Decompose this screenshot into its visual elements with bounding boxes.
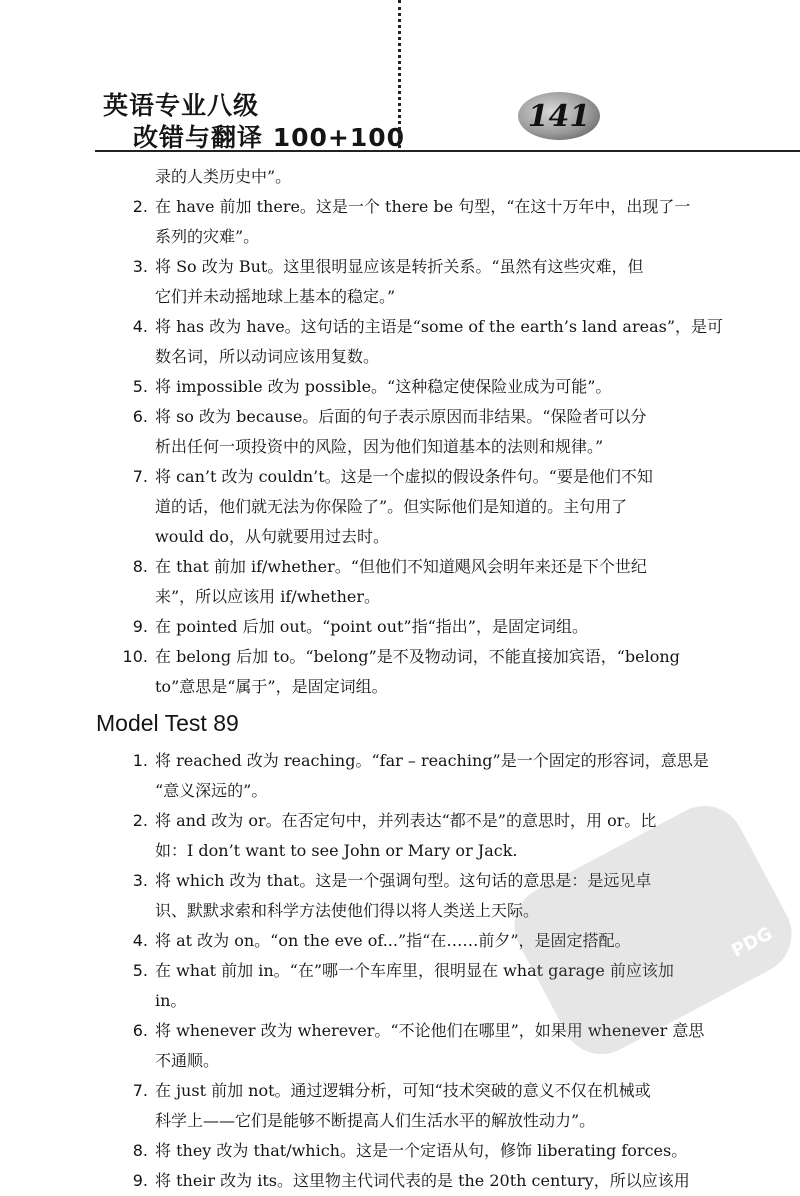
- answer-text-line: 将 has 改为 have。这句话的主语是“some of the earth’s land areas”，是可: [155, 317, 723, 336]
- answer-item: [0, 642, 800, 702]
- answer-text-line: 将 at 改为 on。“on the eve of...”指“在……前夕”，是固定搭配。: [155, 931, 631, 950]
- section-heading: Model Test 89: [96, 710, 239, 736]
- answer-item: [0, 192, 800, 252]
- answer-item: [0, 462, 800, 552]
- answer-text-line: 将 which 改为 that。这是一个强调句型。这句话的意思是：是远见卓: [155, 871, 652, 890]
- answer-item: [0, 1136, 800, 1166]
- answer-text-line: 它们并未动摇地球上基本的稳定。”: [155, 287, 396, 306]
- answer-item: [0, 926, 800, 956]
- answer-number: 4.: [132, 317, 148, 336]
- answer-list-previous-test: [0, 192, 800, 702]
- book-title-line1: 英语专业八级: [103, 91, 260, 120]
- answer-text-line: 在 have 前加 there。这是一个 there be 句型，“在这十万年中，出现了一: [155, 197, 691, 216]
- watermark-text: PDG: [728, 923, 776, 962]
- answer-number: 3.: [132, 871, 148, 890]
- answer-number: 7.: [132, 1081, 148, 1100]
- answer-item: [0, 866, 800, 926]
- continued-text: 录的人类历史中”。: [155, 167, 292, 186]
- answer-text-line: would do，从句就要用过去时。: [155, 527, 389, 546]
- answer-number: 7.: [132, 467, 148, 486]
- answer-text-line: 将 and 改为 or。在否定句中，并列表达“都不是”的意思时，用 or。比: [155, 811, 657, 830]
- answer-item: [0, 552, 800, 612]
- answer-text-line: 不通顺。: [155, 1051, 220, 1070]
- answer-text-line: 将 whenever 改为 wherever。“不论他们在哪里”，如果用 whenever 意思: [155, 1021, 705, 1040]
- answer-number: 8.: [132, 1141, 148, 1160]
- answer-number: 6.: [132, 1021, 148, 1040]
- answer-number: 5.: [132, 377, 148, 396]
- answer-number: 9.: [132, 617, 148, 636]
- answer-number: 8.: [132, 557, 148, 576]
- answer-text-line: 道的话，他们就无法为你保险了”。但实际他们是知道的。主句用了: [155, 497, 628, 516]
- answer-text-line: 将 so 改为 because。后面的句子表示原因而非结果。“保险者可以分: [155, 407, 647, 426]
- answer-text-line: 在 that 前加 if/whether。“但他们不知道飓风会明年来还是下个世纪: [155, 557, 647, 576]
- answer-text-line: in。: [155, 991, 187, 1010]
- answer-number: 2.: [132, 197, 148, 216]
- answer-list-model-test-89: [0, 746, 800, 1196]
- answer-item: [0, 312, 800, 372]
- answer-text-line: 系列的灾难”。: [155, 227, 260, 246]
- answer-number: 6.: [132, 407, 148, 426]
- answer-number: 1.: [132, 751, 148, 770]
- answer-text-line: 如：I don’t want to see John or Mary or Jack.: [155, 841, 518, 860]
- page-number-badge: [518, 92, 600, 140]
- answer-item: [0, 1016, 800, 1076]
- answer-text-line: 将 can’t 改为 couldn’t。这是一个虚拟的假设条件句。“要是他们不知: [155, 467, 653, 486]
- page-content: [0, 162, 800, 1196]
- answer-number: 4.: [132, 931, 148, 950]
- answer-text-line: “意义深远的”。: [155, 781, 268, 800]
- answer-text-line: 在 what 前加 in。“在”哪一个车库里，很明显在 what garage 前应该加: [155, 961, 674, 980]
- answer-item: [0, 252, 800, 312]
- answer-text-line: 将 reached 改为 reaching。“far – reaching”是一个固定的形容词，意思是: [155, 751, 709, 770]
- page-header: [0, 0, 800, 160]
- answer-text-line: 来”，所以应该用 if/whether。: [155, 587, 381, 606]
- answer-text-line: 析出任何一项投资中的风险，因为他们知道基本的法则和规律。”: [155, 437, 604, 456]
- answer-text-line: 将 they 改为 that/which。这是一个定语从句，修饰 liberating forces。: [155, 1141, 688, 1160]
- answer-item: [0, 372, 800, 402]
- answer-item: [0, 1166, 800, 1196]
- answer-item: [0, 1076, 800, 1136]
- answer-text-line: 将 So 改为 But。这里很明显应该是转折关系。“虽然有这些灾难，但: [155, 257, 644, 276]
- answer-item: [0, 746, 800, 806]
- answer-text-line: 将 impossible 改为 possible。“这种稳定使保险业成为可能”。: [155, 377, 612, 396]
- answer-item: [0, 956, 800, 1016]
- answer-text-line: 科学上——它们是能够不断提高人们生活水平的解放性动力”。: [155, 1111, 596, 1130]
- answer-number: 9.: [132, 1171, 148, 1190]
- answer-item: [0, 402, 800, 462]
- answer-text-line: to”意思是“属于”，是固定词组。: [155, 677, 388, 696]
- answer-number: 2.: [132, 811, 148, 830]
- answer-text-line: 将 their 改为 its。这里物主代词代表的是 the 20th century，所以应该用: [155, 1171, 690, 1190]
- answer-item: [0, 806, 800, 866]
- header-rule: [95, 150, 800, 152]
- answer-number: 3.: [132, 257, 148, 276]
- book-title-line2: 改错与翻译 100+100: [133, 123, 406, 152]
- answer-text-line: 在 belong 后加 to。“belong”是不及物动词，不能直接加宾语，“belong: [155, 647, 680, 666]
- answer-text-line: 识、默默求索和科学方法使他们得以将人类送上天际。: [155, 901, 540, 920]
- answer-text-line: 在 pointed 后加 out。“point out”指“指出”，是固定词组。: [155, 617, 588, 636]
- header-dotted-divider: [398, 0, 401, 148]
- answer-item: [0, 612, 800, 642]
- answer-text-line: 数名词，所以动词应该用复数。: [155, 347, 380, 366]
- answer-number: 5.: [132, 961, 148, 980]
- answer-text-line: 在 just 前加 not。通过逻辑分析，可知“技术突破的意义不仅在机械或: [155, 1081, 651, 1100]
- page-number: 141: [527, 98, 591, 134]
- answer-number: 10.: [122, 647, 148, 666]
